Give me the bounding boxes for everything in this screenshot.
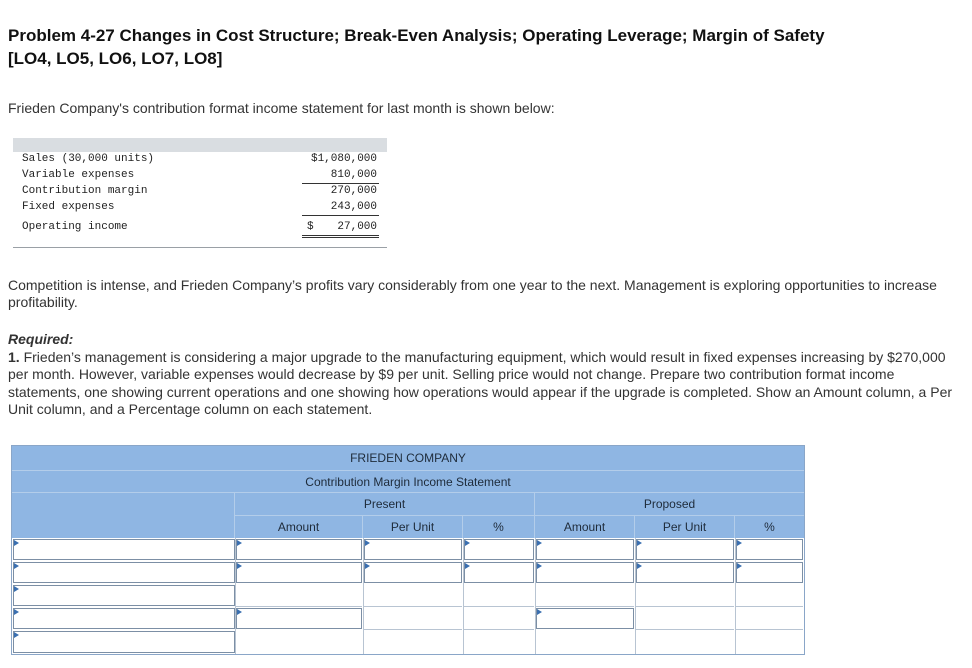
proposed-percent-input[interactable]: [736, 539, 803, 560]
income-statement: [13, 138, 387, 250]
present-percent-input[interactable]: [464, 539, 534, 560]
grid-divider: [635, 538, 636, 654]
statement-label: Sales (30,000 units): [22, 153, 155, 165]
statement-row: [22, 185, 382, 201]
proposed-per-unit-input[interactable]: [636, 562, 734, 583]
column-header-percent: %: [463, 515, 535, 538]
empty-cell: [736, 631, 803, 653]
empty-cell: [736, 585, 803, 607]
present-amount-input[interactable]: [236, 539, 362, 560]
present-header: Present: [235, 492, 535, 515]
statement-row: [22, 153, 382, 169]
column-header-amount: Amount: [535, 515, 635, 538]
line-item-label-input[interactable]: [13, 562, 235, 583]
required-item: [8, 349, 958, 419]
statement-label: Operating income: [22, 221, 128, 233]
present-per-unit-input[interactable]: [364, 562, 462, 583]
statement-label: Variable expenses: [22, 169, 135, 181]
column-header-per-unit: Per Unit: [635, 515, 735, 538]
statement-value: $1,080,000: [310, 153, 377, 165]
statement-double-underline: [302, 237, 379, 238]
proposed-percent-input[interactable]: [736, 562, 803, 583]
empty-cell: [364, 585, 462, 607]
empty-cell: [236, 585, 362, 607]
statement-double-underline: [302, 235, 379, 236]
problem-title-line2: [LO4, LO5, LO6, LO7, LO8]: [8, 49, 223, 68]
context-paragraph: Competition is intense, and Frieden Company’s profits vary considerably from one year to the next. Management is exploring opportunities to increase profitability.: [8, 277, 937, 310]
statement-underline: [302, 183, 379, 184]
present-amount-input[interactable]: [236, 608, 362, 629]
grid-divider: [535, 538, 536, 654]
statement-label: Fixed expenses: [22, 201, 115, 213]
statement-value: 27,000: [337, 221, 377, 233]
empty-cell: [636, 631, 734, 653]
intro-text: Frieden Company's contribution format income statement for last month is shown below:: [8, 100, 555, 116]
present-per-unit-input[interactable]: [364, 539, 462, 560]
column-header-amount: Amount: [235, 515, 363, 538]
empty-cell: [236, 631, 362, 653]
line-item-label-input[interactable]: [13, 585, 235, 606]
empty-cell: [536, 585, 634, 607]
line-item-label-input[interactable]: [13, 608, 235, 629]
proposed-per-unit-input[interactable]: [636, 539, 734, 560]
problem-title: [8, 24, 958, 70]
grid-divider: [735, 538, 736, 654]
empty-cell: [636, 608, 734, 630]
required-section: [8, 331, 958, 419]
required-heading: Required:: [8, 331, 74, 347]
line-item-label-input[interactable]: [13, 631, 235, 653]
proposed-amount-input[interactable]: [536, 539, 634, 560]
grid-divider: [235, 538, 236, 654]
line-item-label-input[interactable]: [13, 539, 235, 560]
proposed-amount-input[interactable]: [536, 562, 634, 583]
worksheet-company-name: FRIEDEN COMPANY: [12, 446, 804, 470]
statement-value: 810,000: [330, 169, 377, 181]
statement-bottom-rule: [13, 247, 387, 248]
present-amount-input[interactable]: [236, 562, 362, 583]
grid-divider: [363, 538, 364, 654]
statement-dollar-sign: $: [307, 221, 314, 233]
empty-cell: [464, 631, 534, 653]
worksheet-table: [11, 445, 805, 655]
statement-value: 270,000: [330, 185, 377, 197]
statement-label: Contribution margin: [22, 185, 148, 197]
empty-cell: [364, 608, 462, 630]
empty-cell: [464, 585, 534, 607]
proposed-header: Proposed: [535, 492, 804, 515]
empty-cell: [536, 631, 634, 653]
empty-cell: [736, 608, 803, 630]
statement-value: 243,000: [330, 201, 377, 213]
problem-title-line1: Problem 4-27 Changes in Cost Structure; Break-Even Analysis; Operating Leverage; Margin of Safety: [8, 26, 825, 45]
statement-header-bar: [13, 138, 387, 152]
grid-divider: [463, 538, 464, 654]
worksheet-label-header: [12, 492, 235, 538]
present-percent-input[interactable]: [464, 562, 534, 583]
empty-cell: [464, 608, 534, 630]
proposed-amount-input[interactable]: [536, 608, 634, 629]
empty-cell: [636, 585, 734, 607]
column-header-percent: %: [735, 515, 804, 538]
column-header-per-unit: Per Unit: [363, 515, 463, 538]
empty-cell: [364, 631, 462, 653]
worksheet-statement-title: Contribution Margin Income Statement: [12, 470, 804, 493]
statement-underline: [302, 215, 379, 216]
required-item-number: 1.: [8, 348, 20, 365]
required-item-text: Frieden’s management is considering a major upgrade to the manufacturing equipment, which would result in fixed expenses increasing by $270,000 per month. However, variable expenses would decrease by $9 per unit. Selling price would not change. Prepare two contribution format income statements, one showing current operations and one showing how operations would appear if the upgrade is completed. Show an Amount column, a Per Unit column, and a Percentage column on each statement.: [8, 348, 953, 417]
